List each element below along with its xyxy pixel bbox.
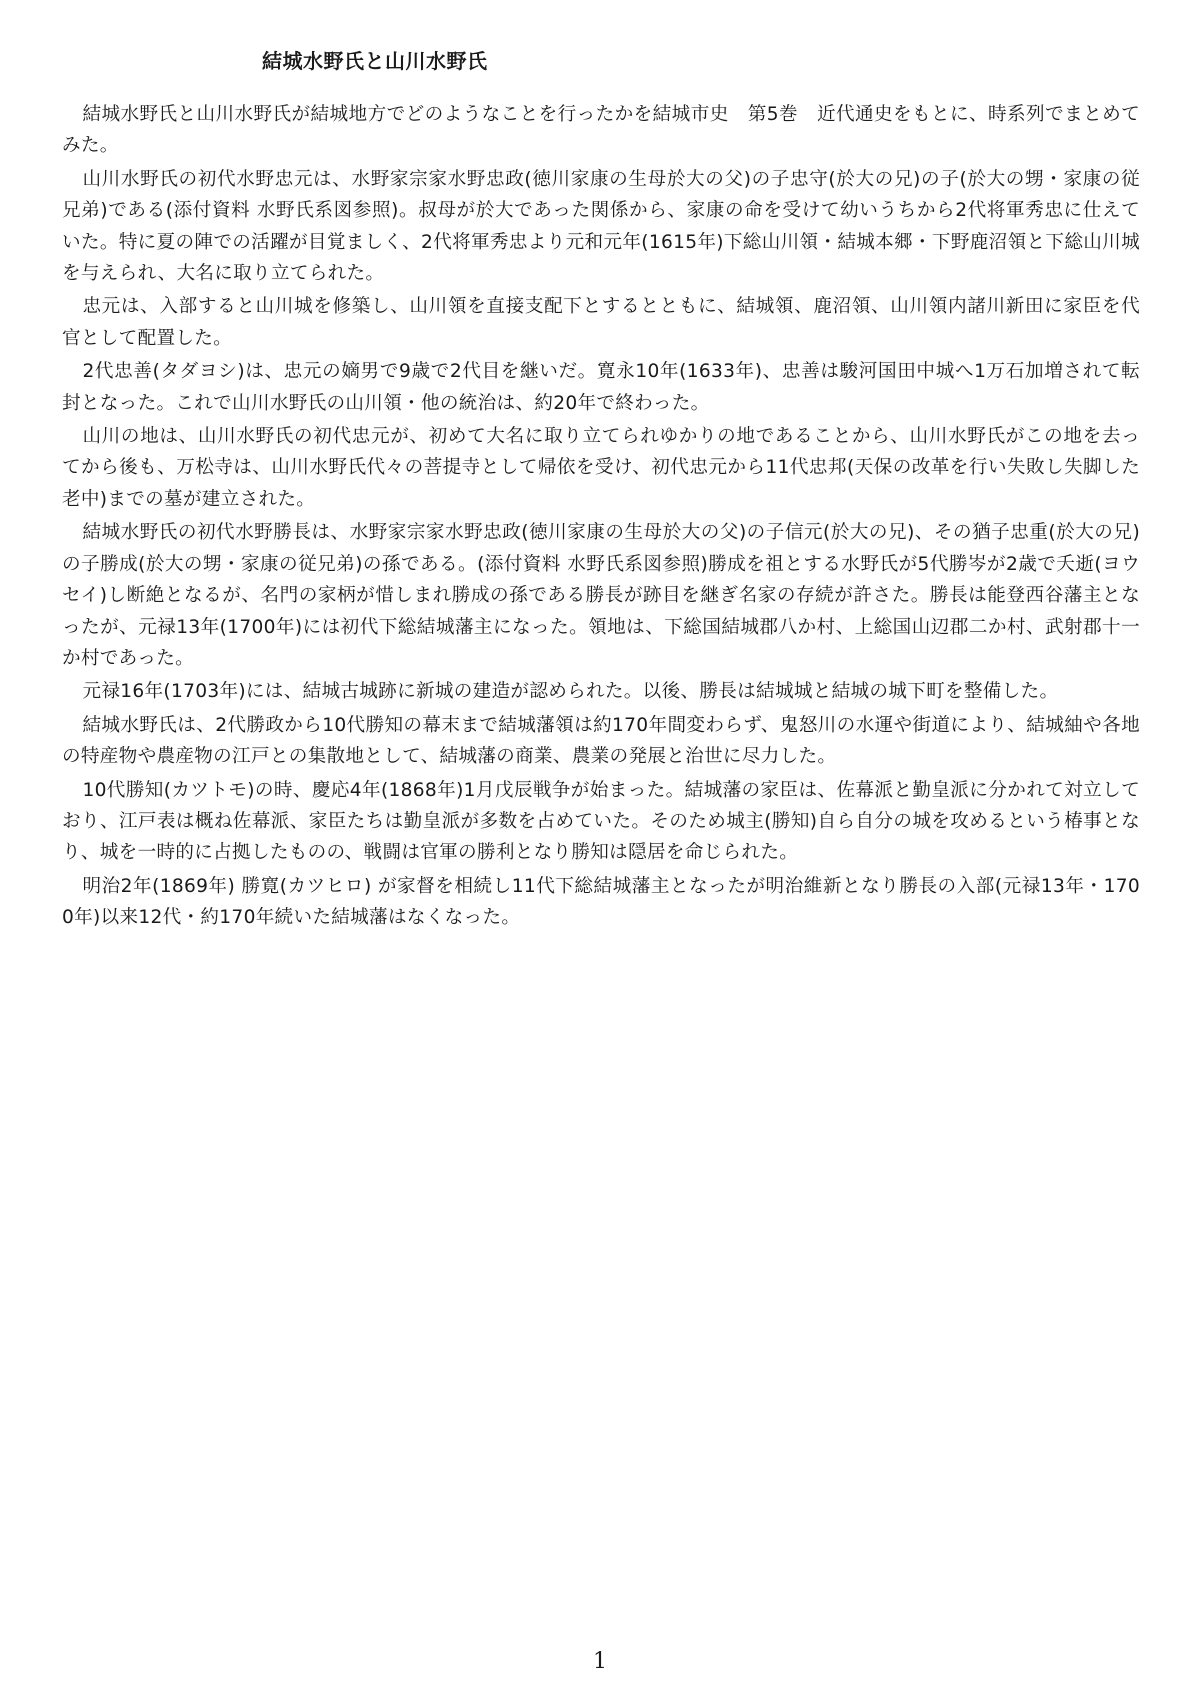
paragraph-tadayoshi: 2代忠善(タダヨシ)は、忠元の嫡男で9歳で2代目を継いだ。寛永10年(1633年)、忠善は駿河国田中城へ1万石加増されて転封となった。これで山川水野氏の山川領・他の統治は、約20年で終わった。 — [62, 361, 1140, 414]
paragraph-katsunaga-origin: 結城水野氏の初代水野勝長は、水野家宗家水野忠政(徳川家康の生母於大の父)の子信元(於大の兄)、その猶子忠重(於大の兄)の子勝成(於大の甥・家康の従兄弟)の孫である。(添付資料 水野氏系図参照)勝成を祖とする水野氏が5代勝岑が2歳で夭逝(ヨウセイ)し断絶となるが、名門の家柄が惜しまれ勝成の孫である勝長が跡目を継ぎ名家の存続が許さた。勝長は能登西谷藩主となったが、元禄13年(1700年)には初代下総結城藩主になった。領地は、下総国結城郡八か村、上総国山辺郡二か村、武射郡十一か村であった。 — [62, 522, 1140, 669]
paragraph-yamakawa-bansho-ji: 山川の地は、山川水野氏の初代忠元が、初めて大名に取り立てられゆかりの地であることから、山川水野氏がこの地を去ってから後も、万松寺は、山川水野氏代々の菩提寺として帰依を受け、初代忠元から11代忠邦(天保の改革を行い失敗し失脚した老中)までの墓が建立された。 — [62, 426, 1140, 510]
paragraph-meiji-end: 明治2年(1869年) 勝寛(カツヒロ) が家督を相続し11代下総結城藩主となったが明治維新となり勝長の入部(元禄13年・1700年)以来12代・約170年続いた結城藩はなくなった。 — [62, 875, 1140, 929]
paragraph-new-castle: 元禄16年(1703年)には、結城古城跡に新城の建造が認められた。以後、勝長は結城城と結城の城下町を整備した。 — [82, 681, 1059, 703]
page-number: 1 — [593, 1649, 607, 1674]
document-title: 結城水野氏と山川水野氏 — [262, 49, 488, 73]
paragraph-intro: 結城水野氏と山川水野氏が結城地方でどのようなことを行ったかを結城市史 第5巻 近代通史をもとに、時系列でまとめてみた。 — [62, 104, 1140, 157]
paragraph-yuki-domain: 結城水野氏は、2代勝政から10代勝知の幕末まで結城藩領は約170年間変わらず、鬼怒川の水運や街道により、結城紬や各地の特産物や農産物の江戸との集散地として、結城藩の商業、農業の発展と治世に尽力した。 — [62, 714, 1140, 768]
document-body — [62, 99, 1140, 936]
paragraph-tadamoto-rule: 忠元は、入部すると山川城を修築し、山川領を直接支配下とするとともに、結城領、鹿沼領、山川領内諸川新田に家臣を代官として配置した。 — [62, 296, 1140, 349]
paragraph-tadamoto-origin: 山川水野氏の初代水野忠元は、水野家宗家水野忠政(徳川家康の生母於大の父)の子忠守(於大の兄)の子(於大の甥・家康の従兄弟)である(添付資料 水野氏系図参照)。叔母が於大であった関係から、家康の命を受けて幼いうちから2代将軍秀忠に仕えていた。特に夏の陣での活躍が目覚ましく、2代将軍秀忠より元和元年(1615年)下総山川領・結城本郷・下野鹿沼領と下総山川城を与えられ、大名に取り立てられた。 — [62, 168, 1140, 285]
paragraph-boshin-war: 10代勝知(カツトモ)の時、慶応4年(1868年)1月戊辰戦争が始まった。結城藩の家臣は、佐幕派と勤皇派に分かれて対立しており、江戸表は概ね佐幕派、家臣たちは勤皇派が多数を占めていた。そのため城主(勝知)自ら自分の城を攻めるという椿事となり、城を一時的に占拠したものの、戦闘は官軍の勝利となり勝知は隠居を命じられた。 — [62, 779, 1140, 864]
